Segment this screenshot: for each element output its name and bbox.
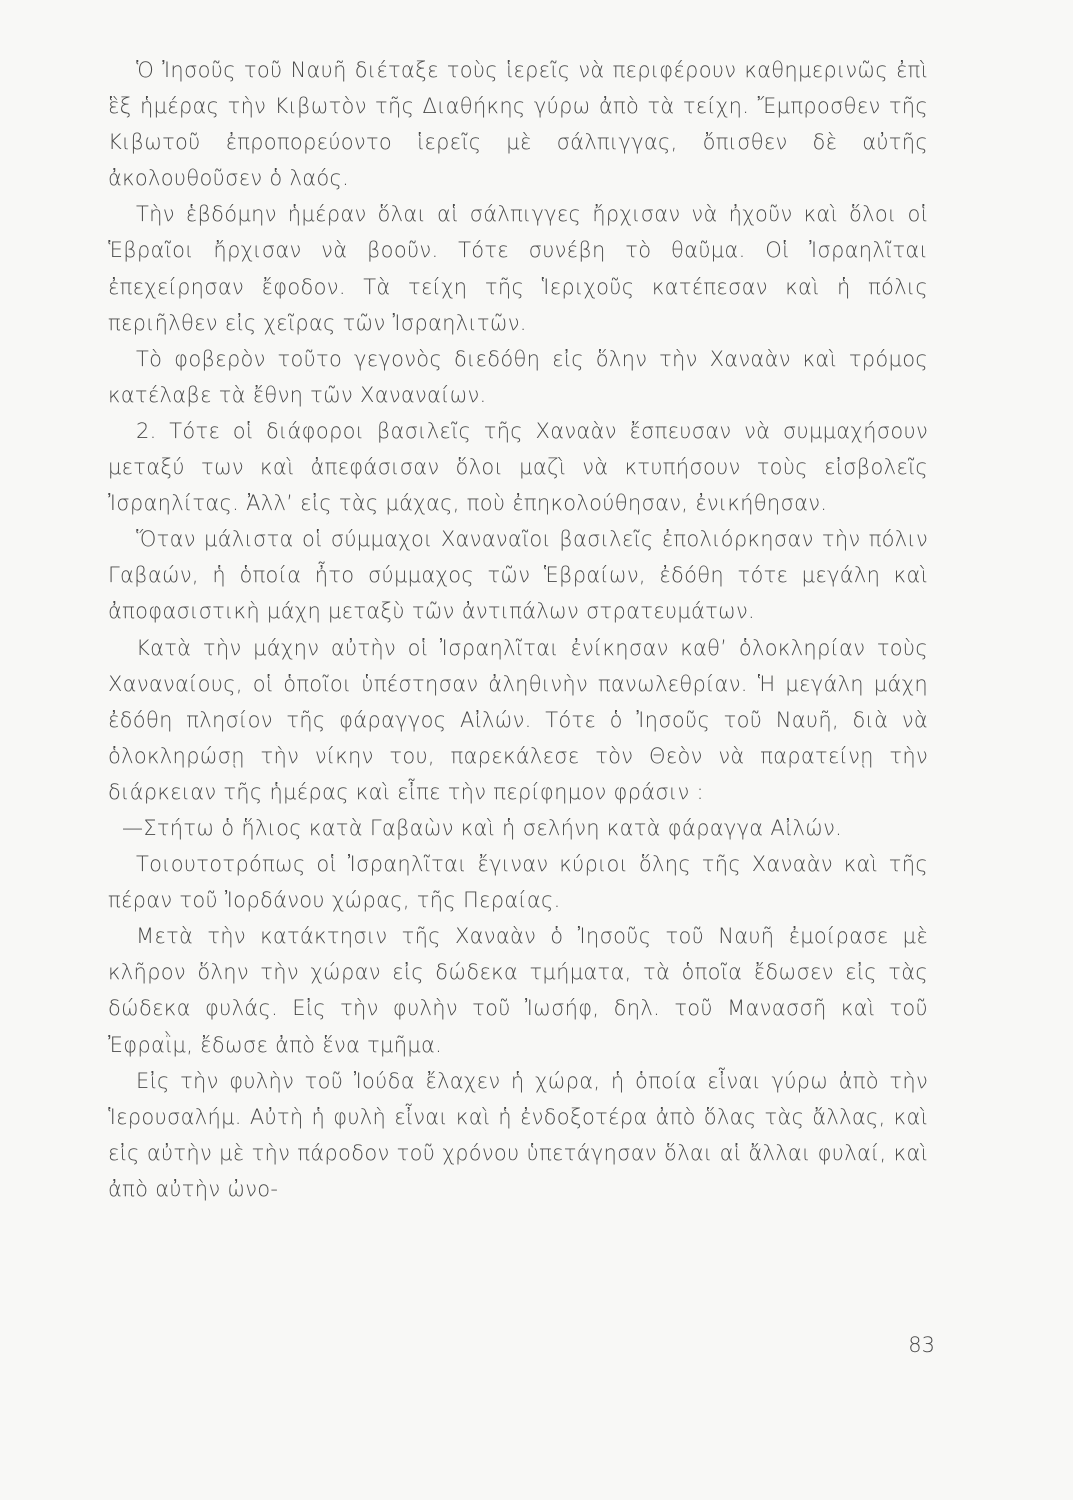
paragraph: Κατὰ τὴν μάχην αὐτὴν οἱ Ἰσραηλῖται ἐνίκησαν καθ’ ὁλοκληρίαν τοὺς Χαναναίους, οἱ ὁποῖοι ὑπέστησαν ἀληθινὴν πανωλεθρίαν. Ἡ μεγάλη μάχη ἐδόθη πλησίον τῆς φάραγγος Αἰλών. Τότε ὁ Ἰησοῦς τοῦ Ναυῆ, διὰ νὰ ὁλοκληρώσῃ τὴν νίκην του, παρεκάλεσε τὸν Θεὸν νὰ παρατείνῃ τὴν διάρκειαν τῆς ἡμέρας καὶ εἶπε τὴν περίφημον φράσιν : (108, 635, 928, 804)
page-number: 83 (908, 1333, 935, 1357)
body-text (108, 52, 928, 1207)
paragraph: Τὸ φοβερὸν τοῦτο γεγονὸς διεδόθη εἰς ὅλην τὴν Χαναὰν καὶ τρόμος κατέλαβε τὰ ἔθνη τῶν Χαναναίων. (108, 346, 928, 407)
paragraph: 2. Τότε οἱ διάφοροι βασιλεῖς τῆς Χαναὰν ἔσπευσαν νὰ συμμαχήσουν μεταξύ των καὶ ἀπεφάσισαν ὅλοι μαζὶ νὰ κτυπήσουν τοὺς εἰσβολεῖς Ἰσραηλίτας. Ἀλλ’ εἰς τὰς μάχας, ποὺ ἐπηκολούθησαν, ἐνικήθησαν. (108, 418, 928, 516)
quoted-speech: —Στήτω ὁ ἥλιος κατὰ Γαβαὼν καὶ ἡ σελήνη κατὰ φάραγγα Αἰλών. (122, 815, 843, 840)
paragraph: Τὴν ἑβδόμην ἡμέραν ὅλαι αἱ σάλπιγγες ἤρχισαν νὰ ἠχοῦν καὶ ὅλοι οἱ Ἑβραῖοι ἤρχισαν νὰ βοοῦν. Τότε συνέβη τὸ θαῦμα. Οἱ Ἰσραηλῖται ἐπεχείρησαν ἔφοδον. Τὰ τείχη τῆς Ἱεριχοῦς κατέπεσαν καὶ ἡ πόλις περιῆλθεν εἰς χεῖρας τῶν Ἰσραηλιτῶν. (108, 202, 928, 335)
paragraph: Εἰς τὴν φυλὴν τοῦ Ἰούδα ἔλαχεν ἡ χώρα, ἡ ὁποία εἶναι γύρω ἀπὸ τὴν Ἱερουσαλήμ. Αὐτὴ ἡ φυλὴ εἶναι καὶ ἡ ἐνδοξοτέρα ἀπὸ ὅλας τὰς ἄλλας, καὶ εἰς αὐτὴν μὲ τὴν πάροδον τοῦ χρόνου ὑπετάγησαν ὅλαι αἱ ἄλλαι φυλαί, καὶ ἀπὸ αὐτὴν ὠνο- (108, 1068, 928, 1201)
paragraph: Τοιουτοτρόπως οἱ Ἰσραηλῖται ἔγιναν κύριοι ὅλης τῆς Χαναὰν καὶ τῆς πέραν τοῦ Ἰορδάνου χώρας, τῆς Περαίας. (108, 852, 928, 913)
paragraph: Ὁ Ἰησοῦς τοῦ Ναυῆ διέταξε τοὺς ἱερεῖς νὰ περιφέρουν καθημερινῶς ἐπὶ ἓξ ἡμέρας τὴν Κιβωτὸν τῆς Διαθήκης γύρω ἀπὸ τὰ τείχη. Ἔμπροσθεν τῆς Κιβωτοῦ ἐπροπορεύοντο ἱερεῖς μὲ σάλπιγγας, ὄπισθεν δὲ αὐτῆς ἀκολουθοῦσεν ὁ λαός. (108, 58, 928, 191)
paragraph: Ὅταν μάλιστα οἱ σύμμαχοι Χαναναῖοι βασιλεῖς ἐπολιόρκησαν τὴν πόλιν Γαβαών, ἡ ὁποία ἦτο σύμμαχος τῶν Ἑβραίων, ἐδόθη τότε μεγάλη καὶ ἀποφασιστικὴ μάχη μεταξὺ τῶν ἀντιπάλων στρατευμάτων. (108, 527, 928, 624)
paragraph: Μετὰ τὴν κατάκτησιν τῆς Χαναὰν ὁ Ἰησοῦς τοῦ Ναυῆ ἐμοίρασε μὲ κλῆρον ὅλην τὴν χώραν εἰς δώδεκα τμήματα, τὰ ὁποῖα ἔδωσεν εἰς τὰς δώδεκα φυλάς. Εἰς τὴν φυλὴν τοῦ Ἰωσήφ, δηλ. τοῦ Μανασσῆ καὶ τοῦ Ἐφραῒμ, ἔδωσε ἀπὸ ἕνα τμῆμα. (108, 924, 928, 1057)
